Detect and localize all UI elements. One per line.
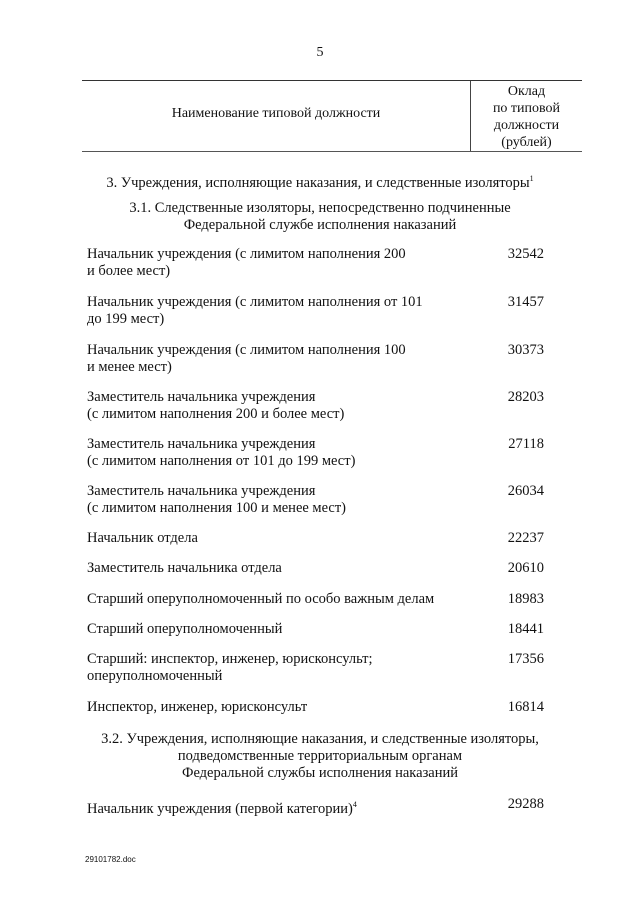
position-name: Инспектор, инженер, юрисконсульт [87, 699, 308, 715]
position-name [87, 796, 457, 818]
position-name: Старший оперуполномоченный по особо важным делам [87, 591, 435, 607]
salary-value: 18441 [507, 621, 544, 637]
position-name-line: Заместитель начальника учреждения [87, 436, 316, 452]
footnote-marker: 4 [352, 800, 357, 809]
position-name-line: Заместитель начальника учреждения [87, 483, 316, 499]
position-name-line: Заместитель начальника учреждения [87, 389, 316, 405]
position-name [87, 246, 457, 280]
table-header [82, 80, 582, 152]
page-number: 5 [316, 45, 324, 60]
position-name [87, 294, 457, 328]
position-name [87, 389, 457, 423]
position-name-line: (с лимитом наполнения 200 и более мест) [87, 406, 345, 422]
salary-value: 29288 [507, 796, 544, 812]
position-name-line: и менее мест) [87, 359, 172, 375]
salary-value: 17356 [507, 651, 544, 667]
salary-value: 16814 [507, 699, 544, 715]
position-name-line: Начальник учреждения (с лимитом наполнения 200 [87, 246, 406, 262]
column-header-salary [471, 83, 582, 151]
position-name: Заместитель начальника отдела [87, 560, 282, 576]
position-name-line: Начальник учреждения (с лимитом наполнения от 101 [87, 294, 423, 310]
position-name [87, 342, 457, 376]
section-3-1-title [40, 200, 600, 234]
position-name-line: и более мест) [87, 263, 171, 279]
footnote-marker: 1 [529, 174, 534, 183]
position-name-line: оперуполномоченный [87, 668, 223, 684]
column-header-salary-line: по типовой [492, 101, 561, 116]
position-name-line: Старший: инспектор, инженер, юрисконсульт; [87, 651, 373, 667]
section-3-1-title-line: Федеральной службе исполнения наказаний [183, 217, 457, 233]
position-name [87, 436, 457, 470]
salary-value: 28203 [507, 389, 544, 405]
section-3-2-title-line: 3.2. Учреждения, исполняющие наказания, и следственные изоляторы, [101, 731, 539, 747]
position-name-line: до 199 мест) [87, 311, 165, 327]
section-3-title [40, 170, 600, 192]
salary-value: 27118 [508, 436, 544, 452]
file-reference: 29101782.doc [85, 855, 136, 864]
position-name-text: Начальник учреждения (первой категории) [87, 800, 353, 817]
salary-value: 18983 [507, 591, 544, 607]
position-name [87, 651, 457, 685]
position-name: Начальник отдела [87, 530, 198, 546]
column-header-position: Наименование типовой должности [171, 106, 381, 121]
column-header-salary-line: должности [493, 118, 560, 133]
position-name-line: (с лимитом наполнения 100 и менее мест) [87, 500, 347, 516]
position-name: Старший оперуполномоченный [87, 621, 283, 637]
salary-value: 26034 [507, 483, 544, 499]
salary-value: 31457 [507, 294, 544, 310]
position-name [87, 483, 457, 517]
column-header-salary-line: (рублей) [501, 135, 552, 150]
column-header-salary-line: Оклад [507, 84, 546, 99]
section-3-1-title-line: 3.1. Следственные изоляторы, непосредственно подчиненные [129, 200, 511, 216]
section-3-2-title [40, 731, 600, 782]
salary-value: 22237 [507, 530, 544, 546]
position-name-line: Начальник учреждения (с лимитом наполнения 100 [87, 342, 406, 358]
section-3-2-title-line: подведомственные территориальным органам [177, 748, 463, 764]
section-3-title-text: 3. Учреждения, исполняющие наказания, и следственные изоляторы [106, 174, 530, 191]
salary-value: 20610 [507, 560, 544, 576]
salary-value: 30373 [507, 342, 544, 358]
section-3-2-title-line: Федеральной службы исполнения наказаний [181, 765, 459, 781]
salary-value: 32542 [507, 246, 544, 262]
position-name-line: (с лимитом наполнения от 101 до 199 мест) [87, 453, 356, 469]
